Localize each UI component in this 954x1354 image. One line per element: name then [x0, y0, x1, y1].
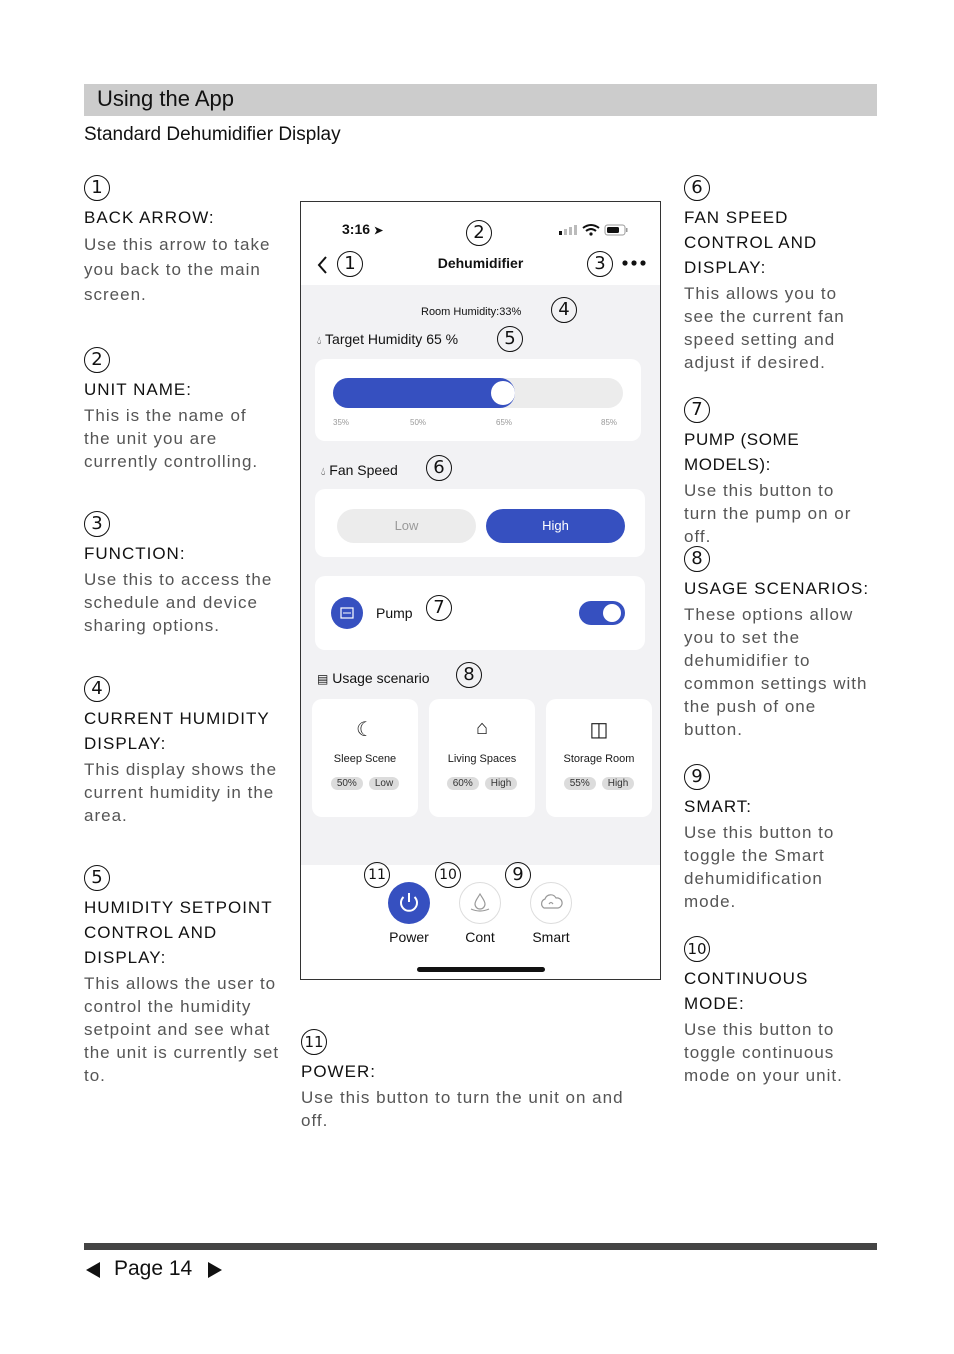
desc-body: Use this to access the schedule and device sharing options. [84, 570, 273, 635]
callout-number-4-on-screen: 4 [551, 297, 577, 323]
slider-tick: 50% [410, 418, 427, 427]
scenario-name: Storage Room [563, 753, 635, 765]
desc-title: USAGE SCENARIOS: [684, 579, 870, 598]
room-humidity: Room Humidity:33% [421, 306, 522, 318]
desc-back-arrow [84, 205, 289, 307]
section-title: Using the App [97, 86, 234, 111]
home-indicator [417, 967, 545, 972]
desc-body: These options allow you to set the dehumidifier to common settings with the push of one button. [684, 605, 868, 739]
callout-number-3-on-screen: 3 [587, 251, 613, 277]
phone-screenshot [300, 201, 661, 980]
callout-number-1-on-screen: 1 [337, 251, 363, 277]
desc-pump [684, 427, 884, 548]
callout-number-4: 4 [84, 676, 110, 702]
droplet-icon: 💧︎ [317, 335, 322, 347]
cabinet-icon: ◫ [589, 719, 609, 741]
humidity-slider-fill [333, 378, 515, 408]
callout-number-6-on-screen: 6 [426, 455, 452, 481]
scenario-speed-chip: High [602, 777, 635, 790]
desc-body: This is the name of the unit you are currently controlling. [84, 406, 259, 471]
fan-speed-card [315, 489, 645, 557]
power-icon [388, 882, 430, 924]
fan-speed-row [321, 462, 398, 479]
continuous-button[interactable] [459, 882, 501, 924]
desc-body: This allows the user to control the humidity setpoint and see what the unit is currently set to. [84, 974, 280, 1085]
callout-number-1: 1 [84, 175, 110, 201]
callout-number-10-on-screen: 10 [435, 862, 461, 888]
desc-body: Use this button to toggle the Smart dehumidification mode. [684, 823, 835, 911]
callout-number-9-on-screen: 9 [505, 862, 531, 888]
scenario-name: Sleep Scene [333, 753, 397, 765]
desc-body: This allows you to see the current fan speed setting and adjust if desired. [684, 284, 845, 372]
callout-number-5: 5 [84, 865, 110, 891]
desc-title: CONTINUOUS MODE: [684, 969, 809, 1013]
desc-title: CURRENT HUMIDITY DISPLAY: [84, 709, 270, 753]
desc-title: POWER: [301, 1062, 376, 1081]
scenario-card-living[interactable] [429, 699, 535, 817]
slider-tick: 65% [496, 418, 513, 427]
desc-usage-scenarios [684, 576, 884, 741]
fan-speed-label: Fan Speed [329, 462, 398, 478]
pump-label: Pump [376, 605, 413, 621]
scenario-humidity-chip: 55% [564, 777, 596, 790]
callout-number-11: 11 [301, 1029, 327, 1055]
desc-power [301, 1059, 641, 1132]
scenario-humidity-chip: 50% [331, 777, 363, 790]
desc-smart [684, 794, 884, 913]
scenario-speed-chip: Low [369, 777, 399, 790]
page-number: Page 14 [114, 1257, 193, 1280]
callout-number-3: 3 [84, 511, 110, 537]
desc-title: HUMIDITY SETPOINT CONTROL AND DISPLAY: [84, 898, 273, 967]
wifi-icon [583, 225, 599, 236]
callout-number-2: 2 [84, 347, 110, 373]
usage-scenario-row [317, 670, 430, 686]
slider-tick: 35% [333, 418, 350, 427]
pump-toggle[interactable] [579, 601, 625, 625]
home-icon: ⌂ [475, 717, 489, 739]
scenario-card-storage[interactable] [546, 699, 652, 817]
status-time-text: 3:16 [342, 221, 371, 237]
sleep-moon-icon: ☾ [356, 719, 374, 741]
callout-number-7: 7 [684, 397, 710, 423]
power-label: Power [389, 929, 429, 945]
desc-body: This display shows the current humidity in the area. [84, 760, 278, 825]
fan-low-button[interactable]: Low [337, 509, 476, 543]
humidity-slider-track[interactable] [333, 378, 623, 408]
desc-unit-name [84, 377, 279, 473]
scenario-list-icon: ▤ [317, 672, 329, 686]
desc-body: Use this button to turn the pump on or off. [684, 481, 852, 546]
callout-number-6: 6 [684, 175, 710, 201]
pump-card [315, 576, 645, 650]
target-humidity-row [317, 331, 458, 348]
pump-icon [331, 597, 363, 629]
desc-continuous [684, 966, 884, 1087]
desc-title: UNIT NAME: [84, 380, 192, 399]
section-subtitle: Standard Dehumidifier Display [84, 124, 341, 145]
smart-button[interactable] [530, 882, 572, 924]
continuous-label: Cont [465, 929, 495, 945]
prev-page-arrow-icon[interactable] [84, 1260, 102, 1280]
scenario-speed-chip: High [485, 777, 518, 790]
usage-scenario-label: Usage scenario [332, 670, 430, 686]
callout-number-8-on-screen: 8 [456, 662, 482, 688]
status-icons [557, 223, 629, 237]
target-humidity-label: Target Humidity 65 % [325, 331, 459, 347]
desc-humidity-setpoint [84, 895, 284, 1087]
desc-current-humidity [84, 706, 284, 827]
desc-title: BACK ARROW: [84, 208, 215, 227]
location-arrow-icon: ➤ [373, 225, 384, 237]
callout-number-11-on-screen: 11 [364, 862, 390, 888]
desc-body: Use this button to turn the unit on and off. [301, 1088, 624, 1130]
desc-body: Use this arrow to take you back to the main screen. [84, 235, 271, 304]
pump-toggle-knob [603, 604, 621, 622]
desc-title: SMART: [684, 797, 753, 816]
scenario-name: Living Spaces [447, 753, 517, 765]
droplet-hand-icon [460, 883, 500, 923]
scenario-humidity-chip: 60% [447, 777, 479, 790]
signal-icon [559, 225, 577, 235]
desc-title: FAN SPEED CONTROL AND DISPLAY: [684, 208, 818, 277]
more-options-icon[interactable] [621, 259, 647, 267]
unit-name: Dehumidifier [437, 255, 524, 271]
status-time [342, 221, 383, 237]
desc-title: PUMP (SOME MODELS): [684, 430, 800, 474]
desc-body: Use this button to toggle continuous mode on your unit. [684, 1020, 843, 1085]
callout-number-8: 8 [684, 546, 710, 572]
smart-cloud-icon [531, 883, 571, 923]
fan-high-button[interactable]: High [486, 509, 625, 543]
callout-number-7-on-screen: 7 [426, 595, 452, 621]
callout-number-5-on-screen: 5 [497, 326, 523, 352]
callout-number-10: 10 [684, 936, 710, 962]
footer-bar [84, 1243, 877, 1250]
callout-number-2-on-screen: 2 [466, 220, 492, 246]
scenario-card-sleep[interactable] [312, 699, 418, 817]
battery-icon [605, 225, 628, 235]
humidity-slider-card [315, 359, 641, 441]
callout-number-9: 9 [684, 764, 710, 790]
fan-icon: 💧︎ [321, 466, 326, 478]
smart-label: Smart [532, 929, 570, 945]
slider-tick: 85% [601, 418, 618, 427]
desc-function [84, 541, 284, 637]
power-button[interactable] [388, 882, 430, 924]
desc-title: FUNCTION: [84, 544, 186, 563]
next-page-arrow-icon[interactable] [206, 1260, 224, 1280]
desc-fan-speed [684, 205, 874, 374]
